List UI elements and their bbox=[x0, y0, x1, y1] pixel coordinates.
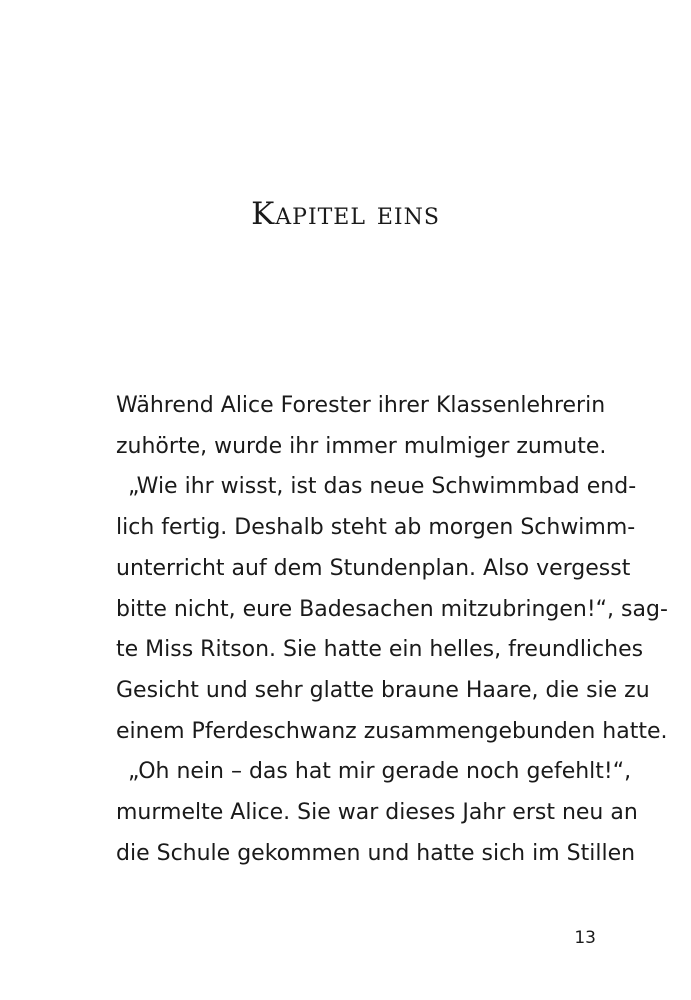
text-line: Während Alice Forester ihrer Klassenlehrerin bbox=[116, 393, 606, 418]
text-line: bitte nicht, eure Badesachen mitzubringen!“, sag- bbox=[116, 596, 668, 622]
text-line: zuhörte, wurde ihr immer mulmiger zumute. bbox=[116, 433, 607, 459]
text-line: einem Pferdeschwanz zusammengebunden hatte. bbox=[116, 718, 668, 744]
text-line: te Miss Ritson. Sie hatte ein helles, freundliches bbox=[116, 637, 644, 663]
text-line: Gesicht und sehr glatte braune Haare, die sie zu bbox=[116, 677, 650, 703]
body-text bbox=[116, 386, 668, 874]
text-line: unterricht auf dem Stundenplan. Also vergesst bbox=[116, 555, 631, 581]
text-line: „Wie ihr wisst, ist das neue Schwimmbad end- bbox=[128, 474, 637, 500]
text-line: lich fertig. Deshalb steht ab morgen Schwimm- bbox=[116, 515, 636, 541]
text-line: die Schule gekommen und hatte sich im Stillen bbox=[116, 840, 636, 866]
text-line: murmelte Alice. Sie war dieses Jahr erst neu an bbox=[116, 800, 638, 826]
text-line: „Oh nein – das hat mir gerade noch gefehlt!“, bbox=[128, 759, 632, 785]
page-number: 13 bbox=[574, 928, 596, 948]
chapter-title: Kapitel eins bbox=[251, 196, 440, 232]
